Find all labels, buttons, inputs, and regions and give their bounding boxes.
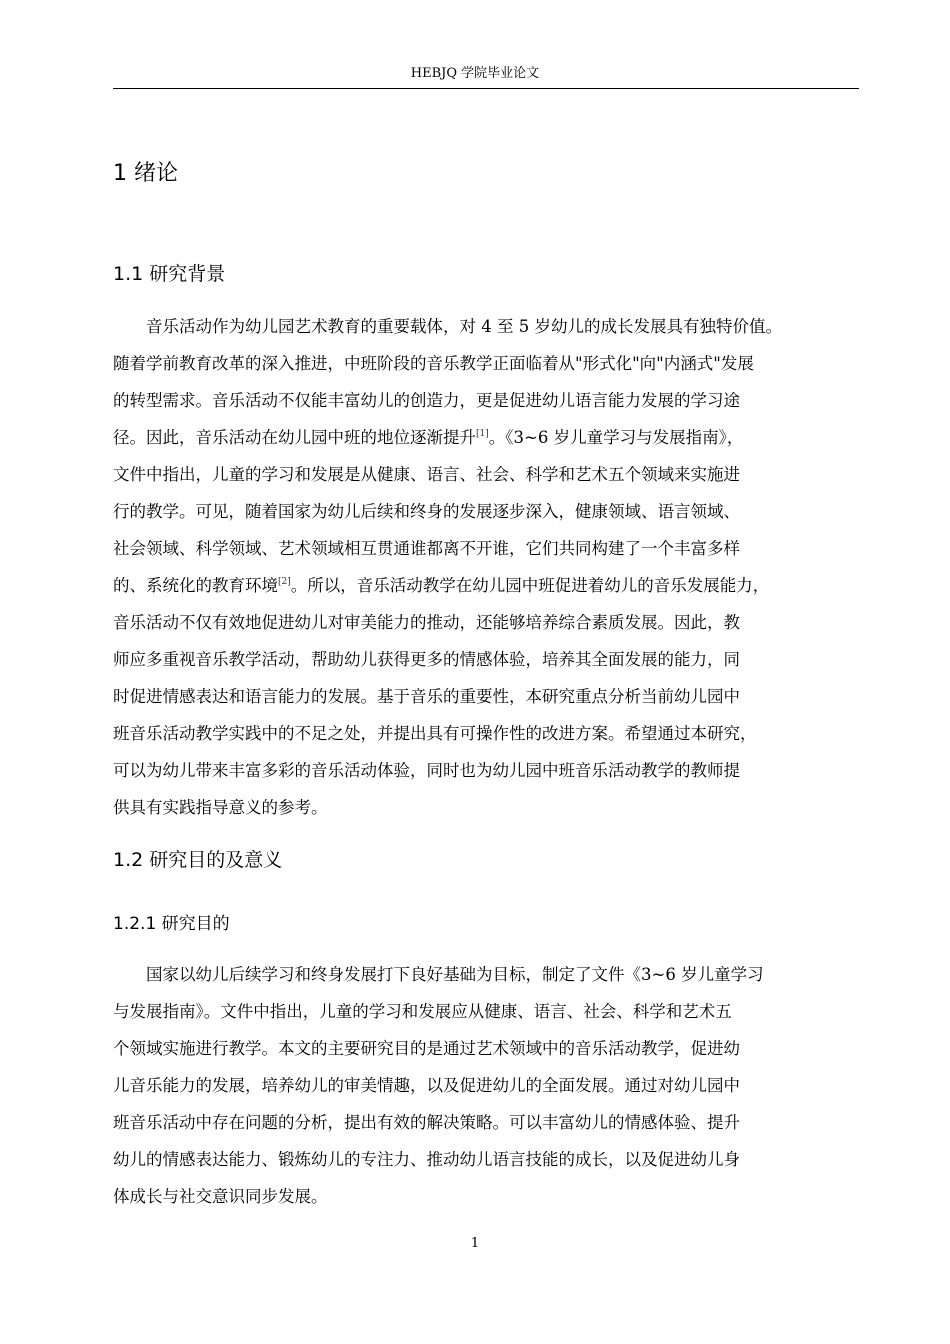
subsection-heading-1-2-1: 1.2.1 研究目的 [113,914,230,934]
paragraph-line: 的、系统化的教育环境[2]。所以，音乐活动教学在幼儿园中班促进着幼儿的音乐发展能力， [113,576,770,595]
paragraph-line: 国家以幼儿后续学习和终身发展打下良好基础为目标，制定了文件《3~6 岁儿童学习 [146,965,764,984]
citation-2: [2] [278,577,291,587]
paragraph-line: 音乐活动作为幼儿园艺术教育的重要载体，对 4 至 5 岁幼儿的成长发展具有独特价值。 [146,317,782,336]
paragraph-line: 文件中指出，儿童的学习和发展是从健康、语言、社会、科学和艺术五个领域来实施进 [113,465,740,484]
paragraph-line: 行的教学。可见，随着国家为幼儿后续和终身的发展逐步深入，健康领域、语言领域、 [113,502,740,521]
paragraph-line: 个领域实施进行教学。本文的主要研究目的是通过艺术领域中的音乐活动教学，促进幼 [113,1039,740,1058]
paragraph-line: 幼儿的情感表达能力、锻炼幼儿的专注力、推动幼儿语言技能的成长，以及促进幼儿身 [113,1150,740,1169]
paragraph-line: 体成长与社交意识同步发展。 [113,1187,328,1206]
paragraph-line: 可以为幼儿带来丰富多彩的音乐活动体验，同时也为幼儿园中班音乐活动教学的教师提 [113,761,740,780]
paragraph-line: 随着学前教育改革的深入推进，中班阶段的音乐教学正面临着从"形式化"向"内涵式"发展 [113,354,754,373]
paragraph-line: 供具有实践指导意义的参考。 [113,798,328,817]
section-heading-1-2: 1.2 研究目的及意义 [113,849,283,871]
chapter-heading: 1 绪论 [113,161,178,186]
paragraph-research-purpose [113,956,863,1215]
paragraph-line: 与发展指南》。文件中指出，儿童的学习和发展应从健康、语言、社会、科学和艺术五 [113,1002,732,1021]
paragraph-line: 音乐活动不仅有效地促进幼儿对审美能力的推动，还能够培养综合素质发展。因此，教 [113,613,740,632]
citation-1: [1] [476,429,489,439]
running-header: HEBJQ 学院毕业论文 [410,66,540,81]
section-heading-1-1: 1.1 研究背景 [113,263,226,285]
page-number: 1 [470,1236,480,1251]
paragraph-research-background [113,308,863,826]
paragraph-line: 社会领域、科学领域、艺术领域相互贯通谁都离不开谁，它们共同构建了一个丰富多样 [113,539,740,558]
paragraph-line: 班音乐活动中存在问题的分析，提出有效的解决策略。可以丰富幼儿的情感体验、提升 [113,1113,740,1132]
paragraph-line: 班音乐活动教学实践中的不足之处，并提出具有可操作性的改进方案。希望通过本研究， [113,724,757,743]
paragraph-line: 师应多重视音乐教学活动，帮助幼儿获得更多的情感体验，培养其全面发展的能力，同 [113,650,740,669]
paragraph-line: 的转型需求。音乐活动不仅能丰富幼儿的创造力，更是促进幼儿语言能力发展的学习途 [113,391,740,410]
paragraph-line: 儿音乐能力的发展，培养幼儿的审美情趣，以及促进幼儿的全面发展。通过对幼儿园中 [113,1076,740,1095]
paragraph-line: 径。因此，音乐活动在幼儿园中班的地位逐渐提升[1]。《3~6 岁儿童学习与发展指南》， [113,428,744,447]
paragraph-line: 时促进情感表达和语言能力的发展。基于音乐的重要性，本研究重点分析当前幼儿园中 [113,687,740,706]
header-rule [113,88,859,89]
